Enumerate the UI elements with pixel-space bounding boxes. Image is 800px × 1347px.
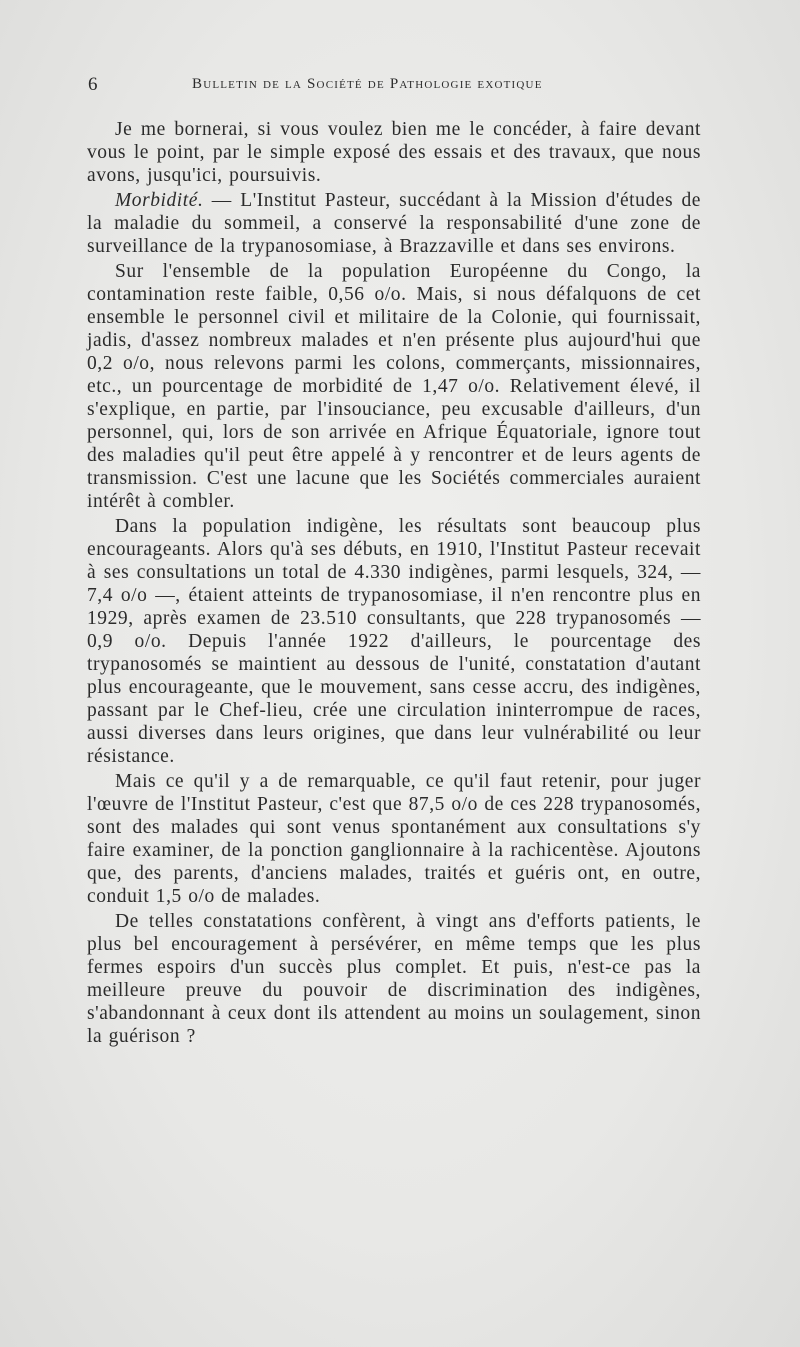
- running-title: Bulletin de la Société de Pathologie exotique: [192, 76, 543, 92]
- page-header: [88, 74, 648, 98]
- paragraph-text: Dans la population indigène, les résultats sont beaucoup plus encourageants. Alors qu'à ses débuts, en 1910, l'Institut Pasteur recevait à ses consultations un total de 4.330 indigènes, parmi lesquels, 324, — 7,4 o/o —, étaient atteints de trypanosomiase, il n'en rencontre plus en 1929, après examen de 23.510 consultants, que 228 trypanosomés — 0,9 o/o. Depuis l'année 1922 d'ailleurs, le pourcentage des trypanosomés se maintient au dessous de l'unité, constatation d'autant plus encourageante, que le mouvement, sans cesse accru, des indigènes, passant par le Chef-lieu, crée une circulation ininterrompue de races, aussi diverses dans leurs origines, que dans leur vulnérabilité ou leur résistance.: [87, 516, 701, 767]
- paragraph-text: — L'Institut Pasteur, succédant à la Mission d'études de la maladie du sommeil, a conservé la responsabilité d'une zone de surveillance de la trypanosomiase, à Brazzaville et dans ses environs.: [87, 190, 701, 257]
- paragraph-text: Je me bornerai, si vous voulez bien me le concéder, à faire devant vous le point, par le simple exposé des essais et des travaux, que nous avons, jusqu'ici, poursuivis.: [87, 119, 701, 186]
- paragraph-text: Mais ce qu'il y a de remarquable, ce qu'il faut retenir, pour juger l'œuvre de l'Institut Pasteur, c'est que 87,5 o/o de ces 228 trypanosomés, sont des malades qui sont venus spontanément aux consultations s'y faire examiner, de la ponction ganglionnaire à la rachicentèse. Ajoutons que, des parents, d'anciens malades, traités et guéris ont, en outre, conduit 1,5 o/o de malades.: [87, 771, 701, 907]
- paragraph-remarquable: [87, 770, 701, 908]
- paragraph-text: Sur l'ensemble de la population Européenne du Congo, la contamination reste faible, 0,56 o/o. Mais, si nous défalquons de cet ensemble le personnel civil et militaire de la Colonie, qui fournissait, jadis, d'assez nombreux malades et n'en présente plus aujourd'hui que 0,2 o/o, nous relevons parmi les colons, commerçants, missionnaires, etc., un pourcentage de morbidité de 1,47 o/o. Relativement élevé, il s'explique, en partie, par l'insouciance, peu excusable d'ailleurs, d'un personnel, qui, lors de son arrivée en Afrique Équatoriale, ignore tout des maladies qu'il peut être appelé à y rencontrer et de leurs agents de transmission. C'est une lacune que les Sociétés commerciales auraient intérêt à combler.: [87, 261, 701, 512]
- paragraph-europeens: [87, 260, 701, 513]
- paragraph-conclusion: [87, 910, 701, 1048]
- paragraph-indigenes: [87, 515, 701, 768]
- paragraph-text: De telles constatations confèrent, à vingt ans d'efforts patients, le plus bel encouragement à persévérer, en même temps que les plus fermes espoirs d'un succès plus complet. Et puis, n'est-ce pas la meilleure preuve du pouvoir de discrimination des indigènes, s'abandonnant à ceux dont ils attendent au moins un soulagement, sinon la guérison ?: [87, 911, 701, 1047]
- paragraph-intro: [87, 118, 701, 187]
- paragraph-morbidite: [87, 189, 701, 258]
- section-lead: Morbidité.: [115, 190, 204, 211]
- article-body: [87, 118, 701, 1050]
- page-number: 6: [88, 74, 98, 95]
